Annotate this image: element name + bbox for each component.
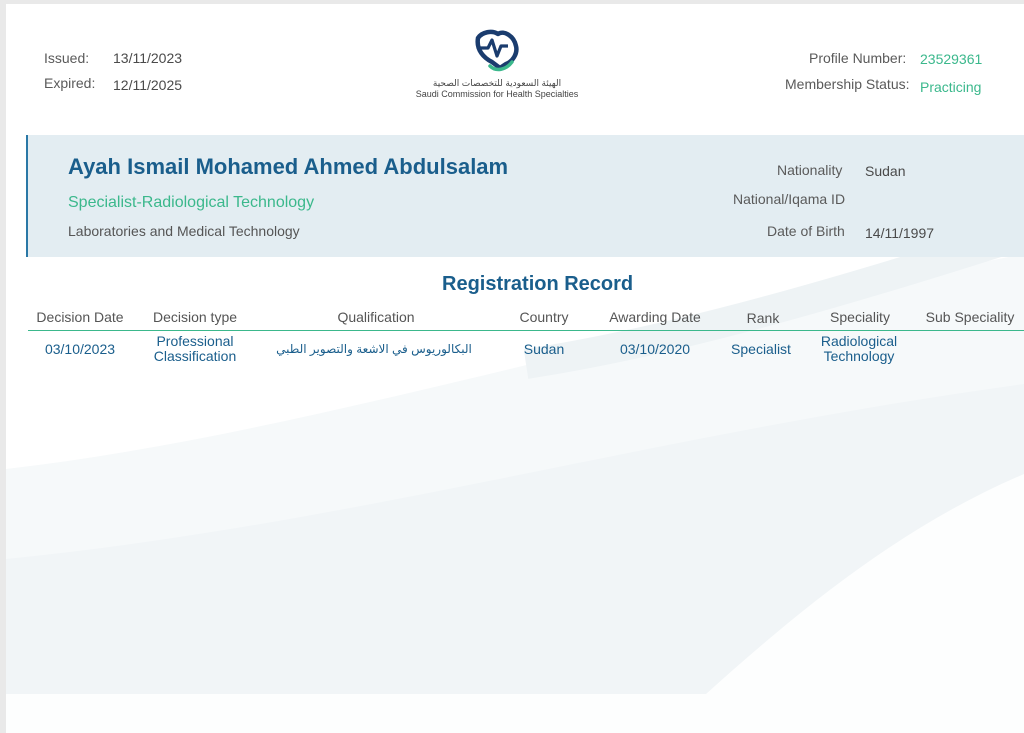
expired-date: 12/11/2025 xyxy=(113,77,183,93)
logo-arabic-name: الهيئة السعودية للتخصصات الصحية xyxy=(432,78,562,88)
profile-number-value: 23529361 xyxy=(920,51,983,67)
cell-speciality: Radiological Technology xyxy=(820,333,898,364)
nationality-value: Sudan xyxy=(865,163,906,179)
column-header-qualification: Qualification xyxy=(337,309,415,325)
profile-number-label: Profile Number: xyxy=(809,50,907,66)
dob-label: Date of Birth xyxy=(767,223,845,239)
cell-rank: Specialist xyxy=(731,341,791,357)
logo-english-name: Saudi Commission for Health Specialties xyxy=(415,89,579,99)
person-name: Ayah Ismail Mohamed Ahmed Abdulsalam xyxy=(68,154,509,179)
dob-value: 14/11/1997 xyxy=(865,225,935,241)
nationality-label: Nationality xyxy=(777,162,843,178)
background-watermark xyxy=(6,4,1024,733)
cell-decision-type: Professional Classification xyxy=(153,333,237,364)
scfhs-logo xyxy=(397,26,597,106)
scfhs-logo-icon xyxy=(470,28,524,74)
issued-label: Issued: xyxy=(44,50,90,66)
membership-status-label: Membership Status: xyxy=(785,76,910,92)
registration-title: Registration Record xyxy=(442,273,634,295)
person-specialty: Specialist-Radiological Technology xyxy=(68,194,315,211)
membership-status-value: Practicing xyxy=(920,79,982,95)
cell-country: Sudan xyxy=(523,341,565,357)
cell-decision-date: 03/10/2023 xyxy=(44,341,116,357)
column-header-decision-date: Decision Date xyxy=(36,309,124,325)
issued-date: 13/11/2023 xyxy=(113,50,183,66)
column-header-awarding-date: Awarding Date xyxy=(609,309,701,325)
certificate-sheet xyxy=(6,4,1024,733)
cell-qualification: البكالوريوس في الاشعة والتصوير الطبي xyxy=(276,342,472,356)
column-header-decision-type: Decision type xyxy=(152,309,238,325)
column-header-speciality: Speciality xyxy=(830,309,890,325)
cell-awarding-date: 03/10/2020 xyxy=(619,341,691,357)
person-department: Laboratories and Medical Technology xyxy=(68,223,300,239)
column-header-rank: Rank xyxy=(746,310,780,326)
national-id-label: National/Iqama ID xyxy=(733,191,846,207)
column-header-country: Country xyxy=(519,309,569,325)
column-header-sub-speciality: Sub Speciality xyxy=(925,309,1015,325)
expired-label: Expired: xyxy=(44,75,96,91)
table-header-divider xyxy=(28,330,1024,331)
